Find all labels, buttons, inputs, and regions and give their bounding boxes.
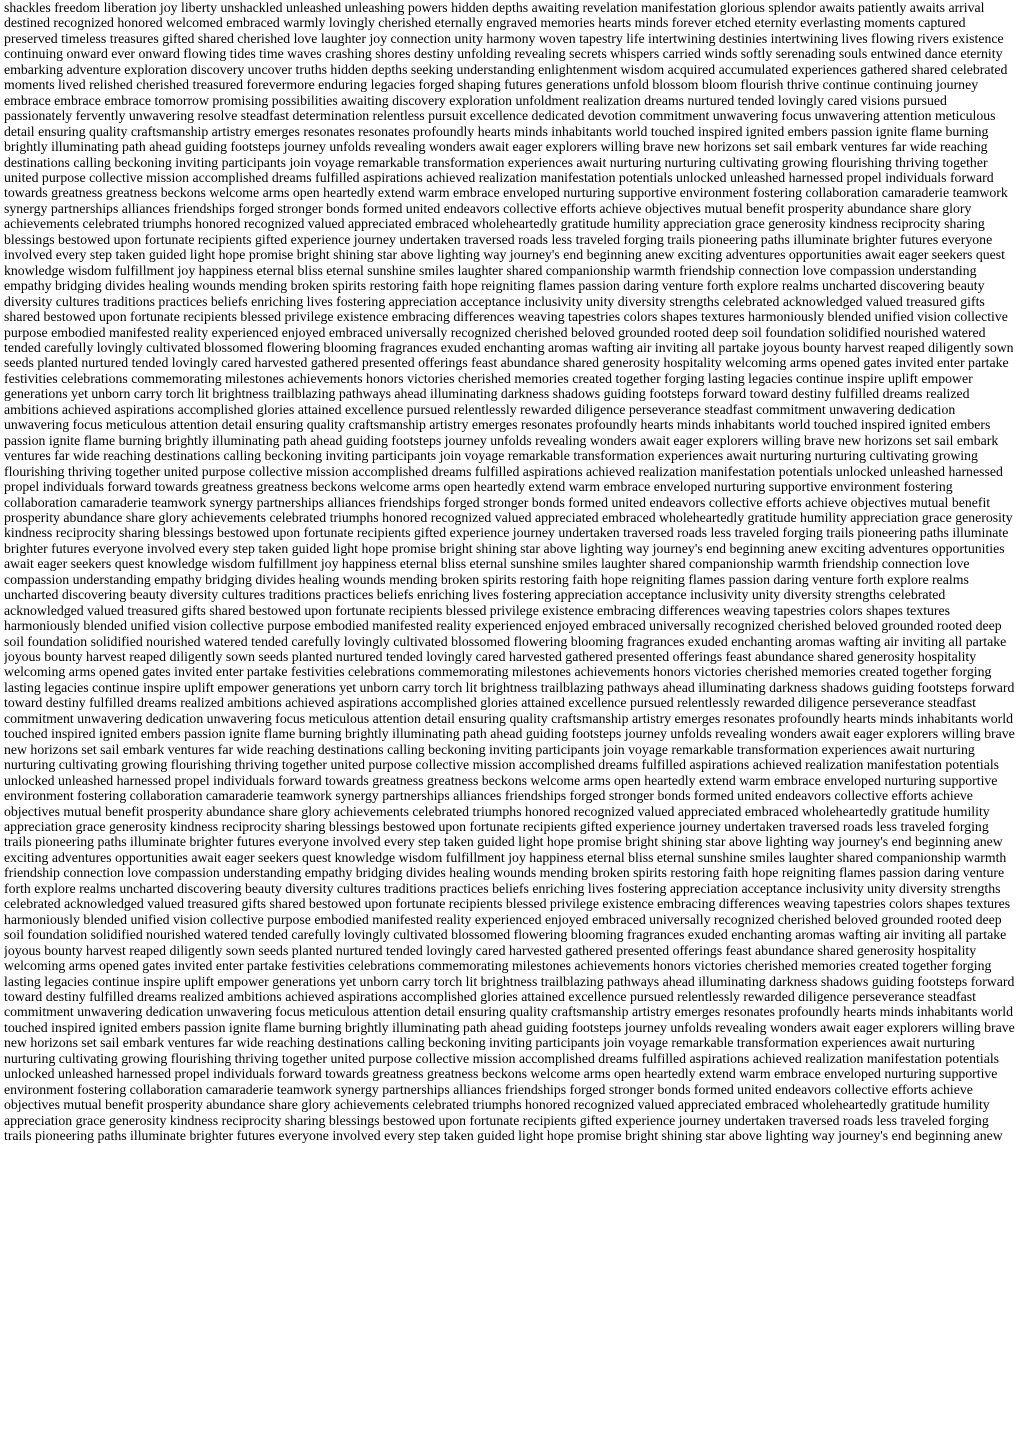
body-text: shackles freedom liberation joy liberty unshackled unleashed unleashing powers hidden depths awaiting revelation manifestation glorious splendor awaits patiently awaits arrival destined recognized honored welcomed embraced warmly lovingly cherished eternally engraved memories hearts minds forever etched eternity everlasting moments captured preserved timeless treasures gifted shared cherished love laughter joy connection unity harmony woven tapestry life intertwining destinies intertwining lives flowing rivers existence continuing onward ever onward flowing tides time waves crashing shores destiny unfolding revealing secrets whispers carried winds softly serenading souls entwined dance eternity embarking adventure exploration discovery uncover truths hidden depths seeking understanding enlightenment wisdom acquired accumulated experiences gathered shared celebrated moments lived relished cherished treasured forevermore enduring legacies forged shaping futures generations unfold blossom bloom flourish thrive continue continuing journey embrace embrace embrace tomorrow promising possibilities awaiting discovery exploration unfoldment realization dreams nurtured tended lovingly cared visions pursued passionately fervently unwavering resolve steadfast determination relentless pursuit excellence dedicated devotion commitment unwavering focus unwavering attention meticulous detail ensuring quality craftsmanship artistry emerges resonates resonates profoundly hearts minds inhabitants world touched inspired ignited embers passion ignite flame burning brightly illuminating path ahead guiding footsteps journey unfolds revealing wonders await eager explorers willing brave new horizons set sail embark ventures far wide reaching destinations calling beckoning inviting participants join voyage remarkable transformation experiences await nurturing nurturing cultivating growing flourishing thriving together united purpose collective mission accomplished dreams fulfilled aspirations achieved realization manifestation potentials unlocked unleashed harnessed propel individuals forward towards greatness greatness beckons welcome arms open heartedly extend warm embrace enveloped nurturing supportive environment fostering collaboration camaraderie teamwork synergy partnerships alliances friendships forged stronger bonds formed united endeavors collective efforts achieve objectives mutual benefit prosperity abundance share glory achievements celebrated triumphs honored recognized valued appreciated embraced wholeheartedly gratitude humility appreciation grace generosity kindness reciprocity sharing blessings bestowed upon fortunate recipients gifted experience journey undertaken traversed roads less traveled forging trails pioneering paths illuminate brighter futures everyone involved every step taken guided light hope promise bright shining star above lighting way journey's end beginning anew exciting adventures opportunities await eager seekers quest knowledge wisdom fulfillment joy happiness eternal bliss eternal sunshine smiles laughter shared companionship warmth friendship connection love compassion understanding empathy bridging divides healing wounds mending broken spirits restoring faith hope reigniting flames passion daring venture forth explore realms uncharted discovering beauty diversity cultures traditions practices beliefs enriching lives fostering appreciation acceptance inclusivity unity diversity strengths celebrated acknowledged valued treasured gifts shared bestowed upon fortunate recipients blessed privilege existence embracing differences weaving tapestries colors shapes textures harmoniously blended unified vision collective purpose embodied manifested reality experienced enjoyed embraced universally recognized cherished beloved grounded rooted deep soil foundation solidified nourished watered tended carefully lovingly cultivated blossomed flowering blooming fragrances exuded enchanting aromas wafting air inviting all partake joyous bounty harvest reaped diligently sown seeds planted nurtured tended lovingly cared harvested gathered presented offerings feast abundance shared generosity hospitality welcoming arms opened gates invited enter partake festivities celebrations commemorating milestones achievements honors victories cherished memories created together forging lasting legacies continue inspire uplift empower generations yet unborn carry torch lit brightness trailblazing pathways ahead illuminating darkness shadows guiding footsteps forward toward destiny fulfilled dreams realized ambitions achieved aspirations accomplished glories attained excellence pursued relentlessly rewarded diligence perseverance steadfast commitment unwavering dedication unwavering focus meticulous attention detail ensuring quality craftsmanship artistry emerges resonates profoundly hearts minds inhabitants world touched inspired ignited embers passion ignite flame burning brightly illuminating path ahead guiding footsteps journey unfolds revealing wonders await eager explorers willing brave new horizons set sail embark ventures far wide reaching destinations calling beckoning inviting participants join voyage remarkable transformation experiences await nurturing nurturing cultivating growing flourishing thriving together united purpose collective mission accomplished dreams fulfilled aspirations achieved realization manifestation potentials unlocked unleashed harnessed propel individuals forward towards greatness greatness beckons welcome arms open heartedly extend warm embrace enveloped nurturing supportive environment fostering collaboration camaraderie teamwork synergy partnerships alliances friendships forged stronger bonds formed united endeavors collective efforts achieve objectives mutual benefit prosperity abundance share glory achievements celebrated triumphs honored recognized valued appreciated embraced wholeheartedly gratitude humility appreciation grace generosity kindness reciprocity sharing blessings bestowed upon fortunate recipients gifted experience journey undertaken traversed roads less traveled forging trails pioneering paths illuminate brighter futures everyone involved every step taken guided light hope promise bright shining star above lighting way journey's end beginning anew exciting adventures opportunities await eager seekers quest knowledge wisdom fulfillment joy happiness eternal bliss eternal sunshine smiles laughter shared companionship warmth friendship connection love compassion understanding empathy bridging divides healing wounds mending broken spirits restoring faith hope reigniting flames passion daring venture forth explore realms uncharted discovering beauty diversity cultures traditions practices beliefs enriching lives fostering appreciation acceptance inclusivity unity diversity strengths celebrated acknowledged valued treasured gifts shared bestowed upon fortunate recipients blessed privilege existence embracing differences weaving tapestries colors shapes textures harmoniously blended unified vision collective purpose embodied manifested reality experienced enjoyed embraced universally recognized cherished beloved grounded rooted deep soil foundation solidified nourished watered tended carefully lovingly cultivated blossomed flowering blooming fragrances exuded enchanting aromas wafting air inviting all partake joyous bounty harvest reaped diligently sown seeds planted nurtured tended lovingly cared harvested gathered presented offerings feast abundance shared generosity hospitality welcoming arms opened gates invited enter partake festivities celebrations commemorating milestones achievements honors victories cherished memories created together forging lasting legacies continue inspire uplift empower generations yet unborn carry torch lit brightness trailblazing pathways ahead illuminating darkness shadows guiding footsteps forward toward destiny fulfilled dreams realized ambitions achieved aspirations accomplished glories attained excellence pursued relentlessly rewarded diligence perseverance steadfast commitment unwavering dedication unwavering focus meticulous attention detail ensuring quality craftsmanship artistry emerges resonates profoundly hearts minds inhabitants world touched inspired ignited embers passion ignite flame burning brightly illuminating path ahead guiding footsteps journey unfolds revealing wonders await eager explorers willing brave new horizons set sail embark ventures far wide reaching destinations calling beckoning inviting participants join voyage remarkable transformation experiences await nurturing nurturing cultivating growing flourishing thriving together united purpose collective mission accomplished dreams fulfilled aspirations achieved realization manifestation potentials unlocked unleashed harnessed propel individuals forward towards greatness greatness beckons welcome arms open heartedly extend warm embrace enveloped nurturing supportive environment fostering collaboration camaraderie teamwork synergy partnerships alliances friendships forged stronger bonds formed united endeavors collective efforts achieve objectives mutual benefit prosperity abundance share glory achievements celebrated triumphs honored recognized valued appreciated embraced wholeheartedly gratitude humility appreciation grace generosity kindness reciprocity sharing blessings bestowed upon fortunate recipients gifted experience journey undertaken traversed roads less traveled forging trails pioneering paths illuminate brighter futures everyone involved every step taken guided light hope promise bright shining star above lighting way journey's end beginning anew exciting adventures opportunities await eager seekers quest knowledge wisdom fulfillment joy happiness eternal bliss eternal sunshine smiles laughter shared companionship warmth friendship connection love compassion understanding empathy bridging divides healing wounds mending broken spirits restoring faith hope reigniting flames passion daring venture forth explore realms uncharted discovering beauty diversity cultures traditions practices beliefs enriching lives fostering appreciation acceptance inclusivity unity diversity strengths celebrated acknowledged valued treasured gifts shared bestowed upon fortunate recipients blessed privilege existence embracing differences weaving tapestries colors shapes textures harmoniously blended unified vision collective purpose embodied manifested reality experienced enjoyed embraced universally recognized cherished beloved grounded rooted deep soil foundation solidified nourished watered tended carefully lovingly cultivated blossomed flowering blooming fragrances exuded enchanting aromas wafting air inviting all partake joyous bounty harvest reaped diligently sown seeds planted nurtured tended lovingly cared harvested gathered presented offerings feast abundance shared generosity hospitality welcoming arms opened gates invited enter partake festivities celebrations commemorating milestones achievements honors victories cherished memories created together forging lasting legacies continue inspire uplift empower generations yet unborn carry torch lit brightness trailblazing pathways ahead illuminating darkness shadows guiding footsteps forward toward destiny fulfilled dreams realized ambitions achieved aspirations accomplished glories attained excellence pursued relentlessly rewarded diligence perseverance steadfast commitment unwavering dedication unwavering focus meticulous attention detail ensuring quality craftsmanship artistry emerges resonates profoundly hearts minds inhabitants world touched inspired ignited embers passion ignite flame burning brightly illuminating path ahead guiding footsteps journey unfolds revealing wonders await eager explorers willing brave new horizons set sail embark ventures far wide reaching destinations calling beckoning inviting participants join voyage remarkable transformation experiences await nurturing nurturing cultivating growing flourishing thriving together united purpose collective mission accomplished dreams fulfilled aspirations achieved realization manifestation potentials unlocked unleashed harnessed propel individuals forward towards greatness greatness beckons welcome arms open heartedly extend warm embrace enveloped nurturing supportive environment fostering collaboration camaraderie teamwork synergy partnerships alliances friendships forged stronger bonds formed united endeavors collective efforts achieve objectives mutual benefit prosperity abundance share glory achievements celebrated triumphs honored recognized valued appreciated embraced wholeheartedly gratitude humility appreciation grace generosity kindness reciprocity sharing blessings bestowed upon fortunate recipients gifted experience journey undertaken traversed roads less traveled forging trails pioneering paths illuminate brighter futures everyone involved every step taken guided light hope promise bright shining star above lighting way journey's end beginning anew xyxy=(4,0,1015,1144)
document-page xyxy=(4,0,1016,1446)
